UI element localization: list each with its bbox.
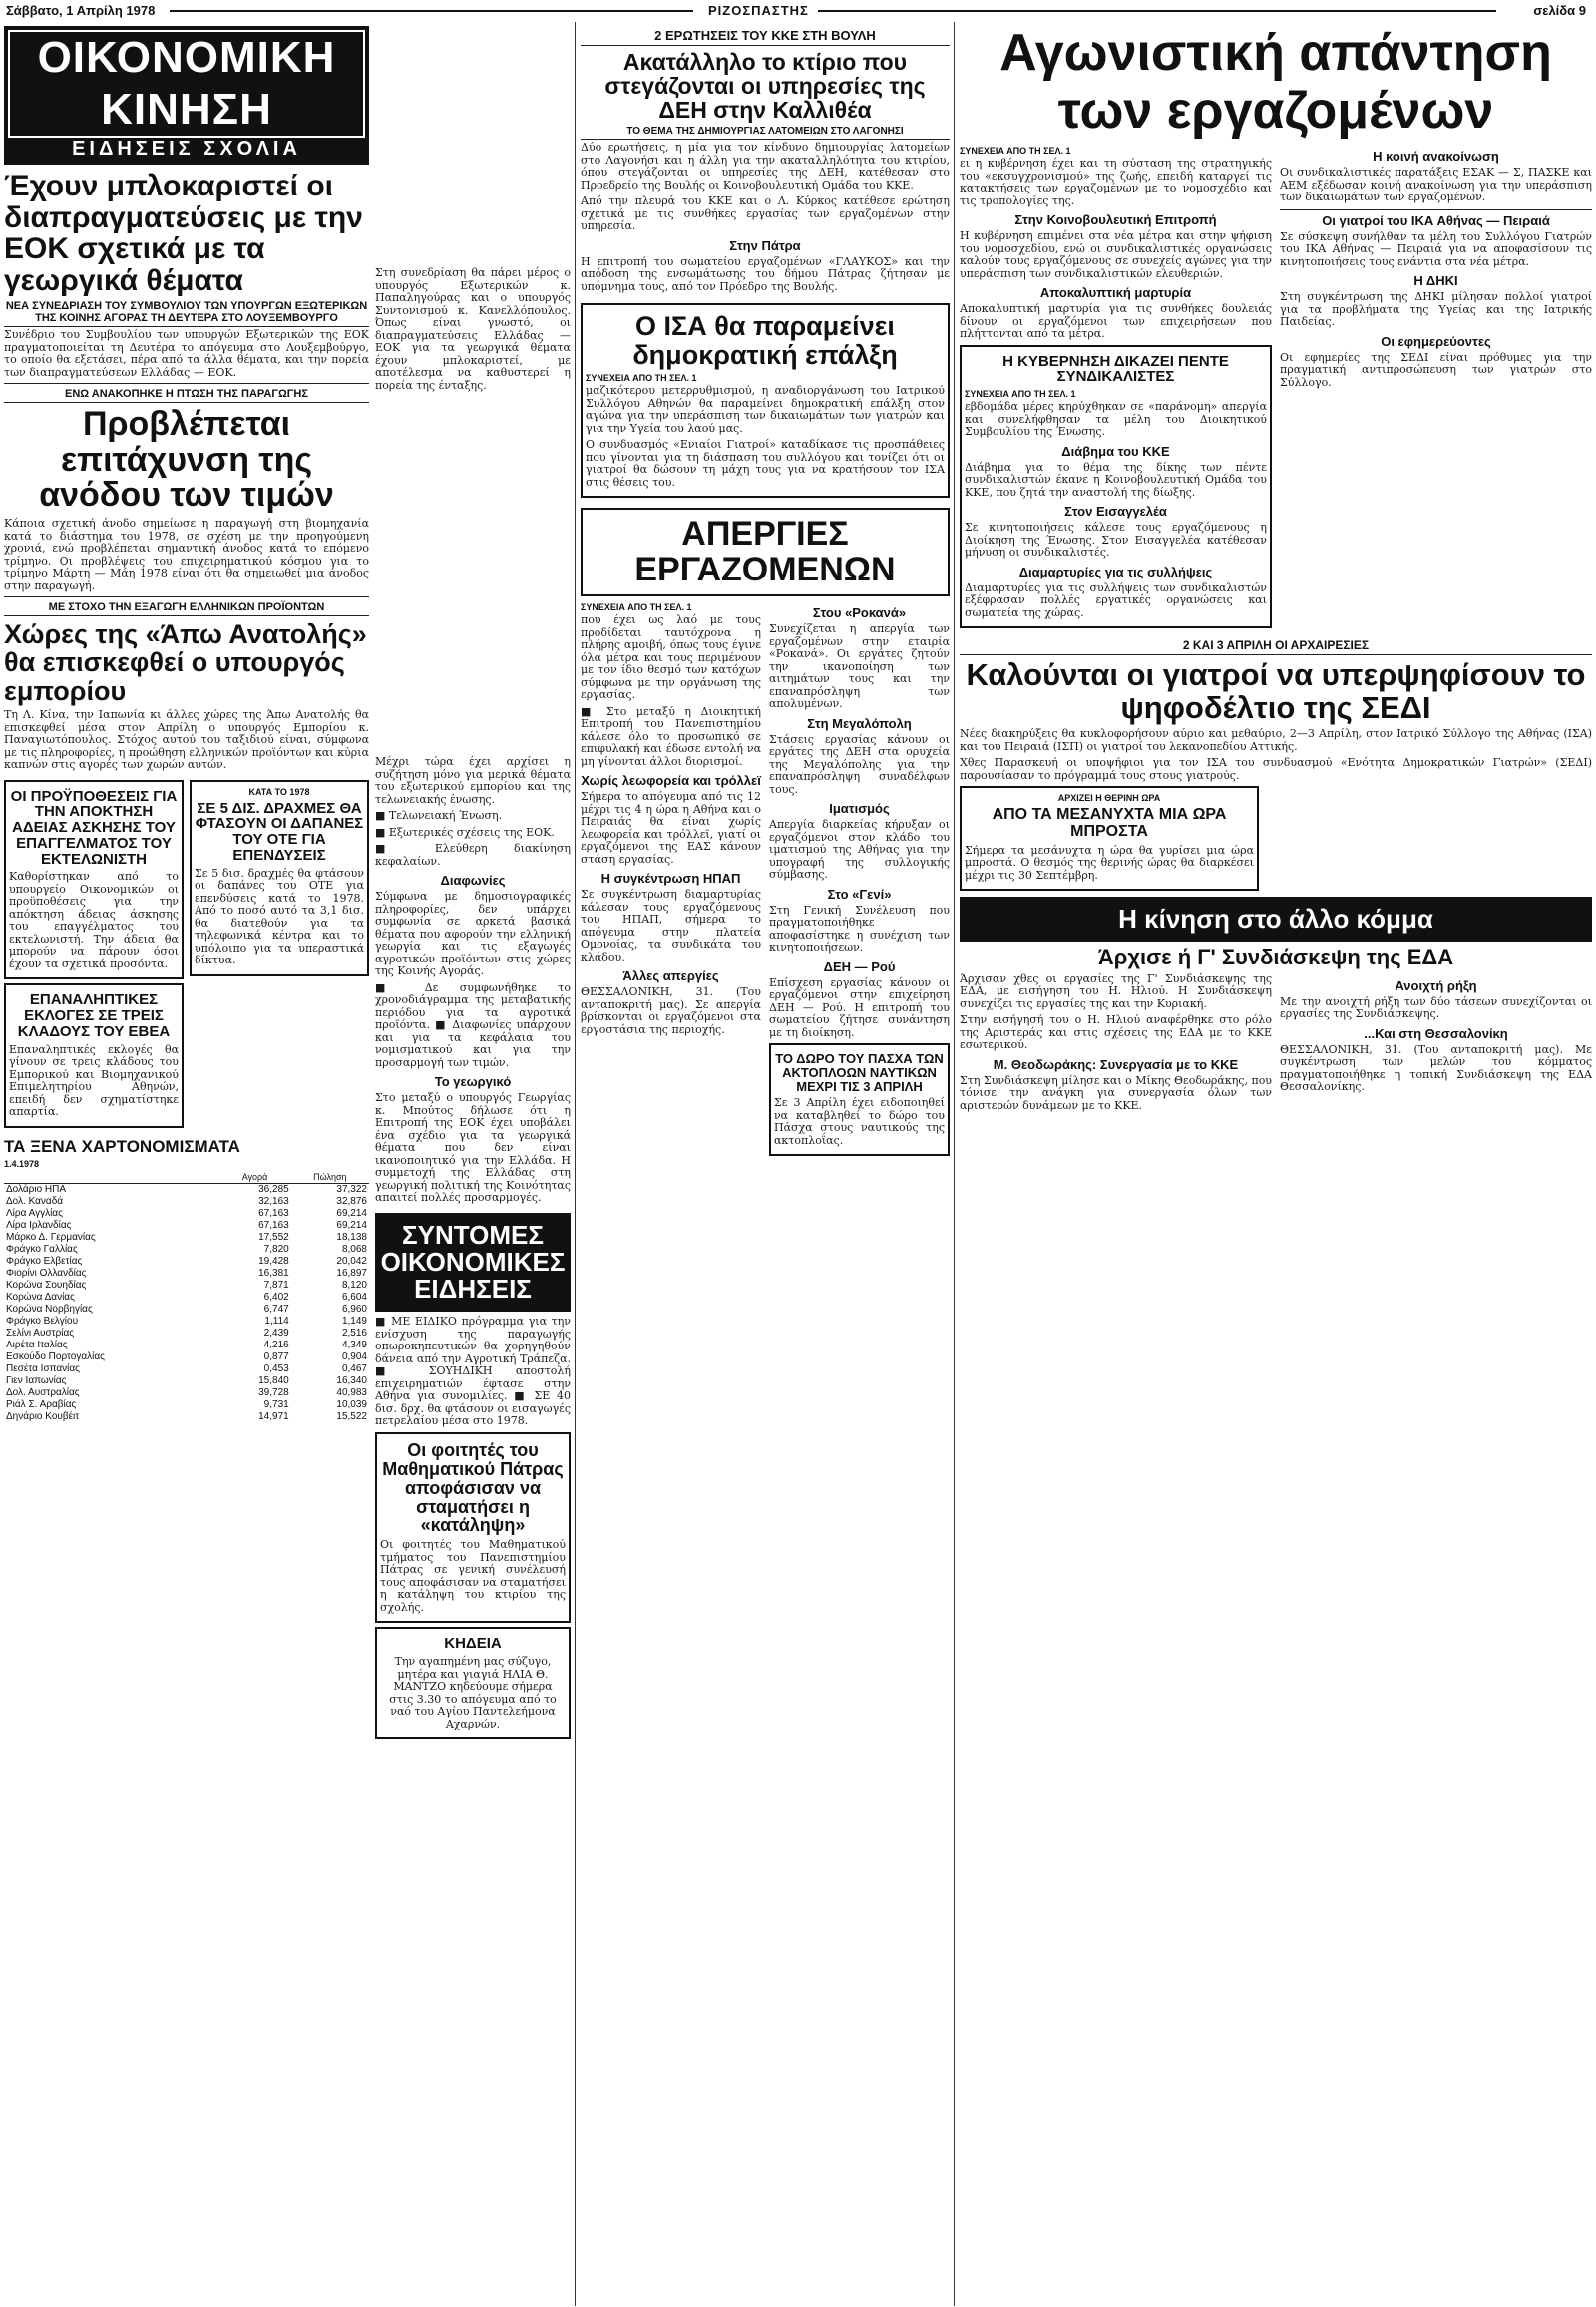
dei-kicker: ΤΟ ΘΕΜΑ ΤΗΣ ΔΗΜΙΟΥΡΓΙΑΣ ΛΑΤΟΜΕΙΩΝ ΣΤΟ ΛΑΓΟΝΗΣΙ (581, 126, 950, 140)
rokana-text: Συνεχίζεται η απεργία των εργαζομένων στην εταιρία «Ροκανά». Οι εργάτες ζητούν την ικανοποίηση των αιτημάτων τους και την επαναπρόσληψη των απολυμένων. (769, 622, 950, 711)
subhead-clothing: Ιματισμός (829, 801, 890, 817)
masthead-rule-left (170, 10, 693, 12)
other-party-title: Η κίνηση στο άλλο κόμμα (1118, 904, 1433, 935)
subhead-agriculture: Το γεωργικό (434, 1074, 512, 1089)
fx-buy: 7,871 (263, 1280, 289, 1292)
masthead-rule-right (818, 10, 1496, 12)
fx-currency: Δολάριο ΗΠΑ (6, 1184, 67, 1196)
testimony-text: Αποκαλυπτική μαρτυρία για τις συνθήκες δουλειάς δίνουν οι εργαζόμενοι των επιχειρήσεων που πλήττονται από τα μέτρα. (960, 302, 1272, 340)
ebea-text: Επαναληπτικές εκλογές θα γίνουν σε τρεις κλάδους του Εμπορικού και Βιομηχανικού Επιμελητηρίου Αθηνών, επειδή δεν σχηματίστηκε απαρτία. (9, 1042, 179, 1119)
fx-sell: 6,604 (341, 1292, 367, 1304)
protests-text: Διαμαρτυρίες για τις συλλήψεις των συνδικαλιστών εξέφρασαν πολλές εργατικές οργανώσεις και σωματεία της χώρας. (965, 580, 1267, 619)
trial-continuation: ΣΥΝΕΧΕΙΑ ΑΠΟ ΤΗ ΣΕΛ. 1 (965, 389, 1076, 399)
third-column (581, 24, 950, 1160)
fx-currency: Δηνάριο Κουβέιτ (6, 1411, 80, 1423)
fx-currency: Φιορίνι Ολλανδίας (6, 1268, 87, 1280)
lead-continuation: Στη συνεδρίαση θα πάρει μέρος ο υπουργός Εξωτερικών κ. Παπαληγούρας και ο υπουργός Συντονισμού κ. Κανελλόπουλος. Όπως είναι γνωστό, οι διαπραγματεύσεις Ελλάδας — ΕΟΚ για τα γεωργικά θέματα έχουν μπλοκαριστεί, με αποτέλεσμα να καθυστερεί η πορεία της ένταξης. (375, 266, 571, 392)
fourth-column (960, 24, 1592, 1116)
fx-header (4, 1171, 218, 1184)
ote-title: ΣΕ 5 ΔΙΣ. ΔΡΑΧΜΕΣ ΘΑ ΦΤΑΣΟΥΝ ΟΙ ΔΑΠΑΝΕΣ ΤΟΥ ΟΤΕ ΓΙΑ ΕΠΕΝΔΥΣΕΙΣ (195, 799, 364, 864)
fx-sell: 0,467 (341, 1363, 367, 1375)
funeral-box (375, 1627, 571, 1739)
short-news-banner (375, 1213, 571, 1313)
license-title: ΟΙ ΠΡΟΫΠΟΘΕΣΕΙΣ ΓΙΑ ΤΗΝ ΑΠΟΚΤΗΣΗ ΑΔΕΙΑΣ ΑΣΚΗΣΗΣ ΤΟΥ ΕΠΑΓΓΕΛΜΑΤΟΣ ΤΟΥ ΕΚΤΕΛΩΝΙΣΤΗ (10, 787, 178, 868)
fx-buy: 6,402 (263, 1292, 289, 1304)
masthead-date: Σάββατο, 1 Απρίλη 1978 (6, 3, 156, 18)
subhead-patra: Στην Πάτρα (729, 237, 801, 253)
export-kicker: ΜΕ ΣΤΟΧΟ ΤΗΝ ΕΞΑΓΩΓΗ ΕΛΛΗΝΙΚΩΝ ΠΡΟΪΟΝΤΩΝ (4, 601, 369, 616)
fx-row (4, 1208, 369, 1220)
fx-buy: 6,747 (263, 1304, 289, 1316)
fx-title: ΤΑ ΞΕΝΑ ΧΑΡΤΟΝΟΜΙΣΜΑΤΑ (4, 1136, 240, 1156)
differences-text: Σύμφωνα με δημοσιογραφικές πληροφορίες, δεν υπάρχει συμφωνία σε αρκετά βασικά θέματα που αφορούν την ελληνική γεωργία και τις εξαγωγές αγροτικών προϊόντων στις χώρες της Κοινής Αγοράς. (375, 890, 571, 977)
fx-sell: 32,876 (336, 1196, 367, 1208)
geni-text: Στη Γενική Συνέλευση που πραγματοποιήθηκε αποφασίστηκε η συνέχιση των κινητοποιήσεων. (769, 903, 950, 955)
fx-sell: 16,340 (336, 1375, 367, 1387)
easter-bonus-title: ΤΟ ΔΩΡΟ ΤΟΥ ΠΑΣΧΑ ΤΩΝ ΑΚΤΟΠΛΟΩΝ ΝΑΥΤΙΚΩΝ ΜΕΧΡΙ ΤΙΣ 3 ΑΠΡΙΛΗ (775, 1051, 944, 1094)
lead-continuation-2: Μέχρι τώρα έχει αρχίσει η συζήτηση μόνο για μερικά θέματα του εξωτερικού εμπορίου και της τελωνειακής ένωσης. (375, 755, 571, 806)
eda-col-a (960, 973, 1272, 1117)
fx-row (4, 1328, 369, 1340)
fx-sell: 2,516 (341, 1328, 367, 1340)
fx-header-row (4, 1171, 369, 1184)
eda-headline: Άρχισε ή Γ' Συνδιάσκεψη της ΕΔΑ (1097, 945, 1454, 970)
doctors-text: Νέες διακηρύξεις θα κυκλοφορήσουν αύριο και μεθαύριο, 2—3 Απρίλη, στον Ιατρικό Σύλλογο της Αθήνας (ΙΣΑ) και του Πειραιά (ΙΣΠ) οι γιατροί του λεκανοπεδίου Αττικής. (960, 727, 1592, 753)
megalopoli-text: Στάσεις εργασίας κάνουν οι εργάτες της ΔΕΗ στα ορυχεία της Μεγαλόπολης για την επαναπρόσληψη συναδέλφων τους. (769, 732, 950, 796)
strikes-text: που έχει ως λαό με τους προδίδεται ταυτόχρονα η πλήρης αμοιβή, όπως τους έγινε όλα μέτρα και τους περιμένουν με τον ίδιο θεσμό των κατόχων σύμφωνα με την οργάνωση της εργασίας. (581, 613, 761, 702)
fx-currency: Μάρκο Δ. Γερμανίας (6, 1232, 96, 1244)
on-call-text: Οι εφημερίες της ΣΕΔΙ είναι πρόθυμες για την πραγματική αντιπροσώπευση των γιατρών στο Σύλλογο. (1280, 350, 1592, 389)
summer-time-kicker: ΑΡΧΙΖΕΙ Η ΘΕΡΙΝΗ ΩΡΑ (1057, 793, 1161, 804)
boxes-right (190, 776, 369, 1132)
fx-row (4, 1232, 369, 1244)
fx-buy: 14,971 (258, 1411, 289, 1423)
isa-headline: Ο ΙΣΑ θα παραμείνει δημοκρατική επάλξη (632, 311, 898, 370)
subhead-buses: Χωρίς λεωφορεία και τρόλλεϊ (581, 773, 761, 789)
fx-currency: Γιεν Ιαπωνίας (6, 1375, 67, 1387)
fx-row (4, 1399, 369, 1411)
lead-headline: Έχουν μπλοκαριστεί οι διαπραγματεύσεις με την ΕΟΚ σχετικά με τα γεωργικά θέματα (4, 170, 363, 297)
eda-text-2: Στην εισήγησή του ο Η. Ηλιού αναφέρθηκε στο ρόλο της Αριστεράς και στις σχέσεις της ΕΔΑ με το ΚΚΕ εσωτερικού. (960, 1013, 1272, 1052)
subhead-committee: Στην Κοινοβουλευτική Επιτροπή (1014, 212, 1217, 227)
isa-box (581, 303, 950, 498)
trial-kicker: Η ΚΥΒΕΡΝΗΣΗ ΔΙΚΑΖΕΙ ΠΕΝΤΕ ΣΥΝΔΙΚΑΛΙΣΤΕΣ (1002, 352, 1229, 386)
divider (4, 596, 369, 597)
fx-sell: 69,214 (336, 1220, 367, 1232)
subhead-dhki: Η ΔΗΚΙ (1413, 273, 1458, 288)
big-text: ει η κυβέρνηση έχει και τη σύσταση της στρατηγικής του «εκσυγχρονισμού» της ζωής, επειδή καταργεί τις κατακτήσεις των εργαζομένων με το νομοσχέδιο και τις τροπολογίες της. (960, 157, 1272, 207)
subhead-theodorakis: Μ. Θεοδωράκης: Συνεργασία με το ΚΚΕ (993, 1056, 1239, 1072)
column-divider (954, 22, 955, 2306)
fx-row (4, 1351, 369, 1363)
lead-kicker: ΝΕΑ ΣΥΝΕΔΡΙΑΣΗ ΤΟΥ ΣΥΜΒΟΥΛΙΟΥ ΤΩΝ ΥΠΟΥΡΓΩΝ ΕΞΩΤΕΡΙΚΩΝ ΤΗΣ ΚΟΙΝΗΣ ΑΓΟΡΑΣ ΤΗ ΔΕΥΤΕΡΑ ΣΤΟ ΛΟΥΞΕΜΒΟΥΡΓΟ (4, 300, 369, 327)
fx-row (4, 1196, 369, 1208)
fx-date: 1.4.1978 (4, 1159, 40, 1170)
subhead-differences: Διαφωνίες (440, 873, 506, 888)
fx-buy: 0,877 (263, 1351, 289, 1363)
subhead-protests: Διαμαρτυρίες για τις συλλήψεις (1018, 564, 1213, 579)
easter-bonus-box (769, 1043, 950, 1156)
fx-sell: 10,039 (336, 1399, 367, 1411)
license-box (4, 780, 184, 980)
fx-sell: 8,068 (341, 1244, 367, 1256)
thessaloniki-text: ΘΕΣΣΑΛΟΝΙΚΗ, 31. (Του ανταποκριτή μας). Με συγκέντρωση των μελών του κόμματος πραγματοποιήθηκε η τοπική Συνδιάσκεψη της ΕΔΑ Θεσσαλονίκης. (1280, 1042, 1592, 1094)
lead-spacer (375, 267, 571, 756)
summer-time-box (960, 786, 1259, 891)
hpap-text: Σε συγκέντρωση διαμαρτυρίας κάλεσαν τους εργαζόμενους του ΗΠΑΠ, σήμερα το απόγευμα στην πλατεία Ομονοίας, τα συνδικάτα του κλάδου. (581, 888, 761, 963)
fx-buy: 16,381 (258, 1268, 289, 1280)
column-divider (575, 22, 576, 2306)
boxes-left (4, 776, 184, 1132)
section-title: ΟΙΚΟΝΟΜΙΚΗ ΚΙΝΗΣΗ (8, 30, 365, 138)
fx-row (4, 1316, 369, 1328)
fx-sell: 18,138 (336, 1232, 367, 1244)
fx-row (4, 1363, 369, 1375)
lead-paragraph: Συνέδριο του Συμβουλίου των υπουργών Εξωτερικών της ΕΟΚ πραγματοποιείται τη Δευτέρα το απόγευμα στο Λουξεμβούργο, το οποίο θα εξετάσει, πέρα από τα άλλα θέματα, και την πορεία των διαπραγματεύσεων Ελλάδας — ΕΟΚ. (4, 328, 369, 379)
strikes-continuation: ΣΥΝΕΧΕΙΑ ΑΠΟ ΤΗ ΣΕΛ. 1 (581, 602, 692, 613)
fx-sell: 40,983 (336, 1387, 367, 1399)
agriculture-text: Στο μεταξύ ο υπουργός Γεωργίας κ. Μπούτος δήλωσε ότι η Επιτροπή της ΕΟΚ έχει υποβάλει ένα σχέδιο για τα γεωργικά θέματα που δεν είναι ικανοποιητικό για την Ελλάδα. Η συμμετοχή της Ελλάδας στη γεωργική πολιτική της Κοινότητας απαιτεί πολλές προσαρμογές. (375, 1091, 571, 1204)
subhead-joint-statement: Η κοινή ανακοίνωση (1373, 149, 1499, 164)
fx-row (4, 1220, 369, 1232)
fx-row (4, 1387, 369, 1399)
questions-kicker: 2 ΕΡΩΤΗΣΕΙΣ ΤΟΥ ΚΚΕ ΣΤΗ ΒΟΥΛΗ (581, 28, 950, 46)
section-banner (4, 26, 369, 165)
fx-sell: 1,149 (341, 1316, 367, 1328)
fx-sell: 20,042 (336, 1256, 367, 1268)
doctors-kicker: 2 ΚΑΙ 3 ΑΠΡΙΛΗ ΟΙ ΑΡΧΑΙΡΕΣΙΕΣ (960, 638, 1592, 655)
kke-demarche-text: Διάβημα για το θέμα της δίκης των πέντε συνδικαλιστών έκανε η Κοινοβουλευτική Ομάδα του ΚΚΕ, που ζητά την αναστολή της δίωξης. (965, 460, 1267, 499)
fx-sell: 8,120 (341, 1280, 367, 1292)
buses-text: Σήμερα το απόγευμα από τις 12 μέχρι τις 4 η ώρα η Αθήνα και ο Πειραιάς θα είναι χωρίς λεωφορεία και τρόλλεϊ, γιατί οι εργαζόμενοι της ΕΑΣ κάνουν στάση εργασίας. (581, 790, 761, 866)
strikes-col-right (769, 600, 950, 1160)
subhead-prosecutor: Στον Εισαγγελέα (1064, 504, 1167, 519)
ote-kicker: ΚΑΤΑ ΤΟ 1978 (248, 786, 310, 797)
fx-currency: Δολ. Καναδά (6, 1196, 64, 1208)
ika-doctors-text: Σε σύσκεψη συνήλθαν τα μέλη του Συλλόγου Γιατρών του ΙΚΑ Αθήνας — Πειραιά για να αποφασίσουν τις κινητοποιήσεις τους ενάντια στα νέα μέτρα. (1280, 229, 1592, 268)
trial-box (960, 345, 1272, 629)
export-headline: Χώρες της «Άπω Ανατολής» θα επισκεφθεί ο υπουργός εμπορίου (4, 619, 367, 706)
big-headline: Αγωνιστική απάντηση των εργαζομένων (999, 24, 1552, 140)
divider (4, 383, 369, 384)
fx-currency: Φράγκο Βελγίου (6, 1316, 79, 1328)
isa-continuation: ΣΥΝΕΧΕΙΑ ΑΠΟ ΤΗ ΣΕΛ. 1 (586, 373, 697, 384)
fx-row (4, 1292, 369, 1304)
masthead-paper-name: ΡΙΖΟΣΠΑΣΤΗΣ (708, 3, 809, 18)
eda-text: Άρχισαν χθες οι εργασίες της Γ' Συνδιάσκεψης της ΕΔΑ, με εισήγηση του Η. Ηλιού. Η Συνδιάσκεψη συνεχίζει τις εργασίες της και την Κυριακή. (960, 971, 1272, 1010)
students-box (375, 1432, 571, 1623)
committee-text: Η κυβέρνηση επιμένει στα νέα μέτρα και στην ψήφιση του νομοσχεδίου, ενώ οι συνδικαλιστικές οργανώσεις καλούν τους εργαζόμενους σε συνεχείς αγώνες για την υπεράσπιση των συνδικαλιστικών ελευθεριών. (960, 229, 1272, 280)
subhead-geni: Στο «Γενί» (827, 886, 892, 902)
fx-buy: 0,453 (263, 1363, 289, 1375)
ika-doctors-title: Οι γιατροί του ΙΚΑ Αθήνας — Πειραιά (1280, 209, 1592, 228)
strikes-text-2: ■ Στο μεταξύ η Διοικητική Επιτροπή του Πανεπιστημίου κάλεσε όλο το προσωπικό σε επιφυλακή και έδωσε εντολή να μη γίνονται άλλοι διορισμοί. (581, 704, 761, 768)
joint-statement-text: Οι συνδικαλιστικές παρατάξεις ΕΣΑΚ — Σ, ΠΑΣΚΕ και ΑΕΜ εξέδωσαν κοινή ανακοίνωση για την υπεράσπιση των δικαιωμάτων των εργαζομένων. (1280, 166, 1592, 203)
bullet-1: ■ Τελωνειακή Ένωση. (375, 809, 503, 822)
subhead-hpap: Η συγκέντρωση ΗΠΑΠ (600, 871, 741, 887)
fx-buy: 7,820 (263, 1244, 289, 1256)
strikes-banner (581, 508, 950, 596)
fx-buy: 9,731 (263, 1399, 289, 1411)
fx-body (4, 1184, 369, 1424)
fx-buy: 17,552 (258, 1232, 289, 1244)
easter-bonus-text: Σε 3 Απρίλη έχει ειδοποιηθεί να καταβληθεί το δώρο του Πάσχα στους ναυτικούς της ακτοπλοΐας. (774, 1096, 945, 1147)
economic-section-column (4, 24, 369, 1423)
fx-currency: Πεσέτα Ισπανίας (6, 1363, 80, 1375)
fx-row (4, 1280, 369, 1292)
section-subtitle: ΕΙΔΗΣΕΙΣ ΣΧΟΛΙΑ (72, 138, 301, 160)
eda-columns (960, 973, 1592, 1117)
eda-col-b (1280, 973, 1592, 1117)
subhead-rokana: Στου «Ροκανά» (812, 605, 907, 621)
subhead-testimony: Αποκαλυπτική μαρτυρία (1039, 285, 1192, 300)
right-col-b (1280, 144, 1592, 632)
fx-sell: 69,214 (336, 1208, 367, 1220)
short-news-text: ■ ΜΕ ΕΙΔΙΚΟ πρόγραμμα για την ενίσχυση της παραγωγής οπωροκηπευτικών θα χορηγηθούν δάνεια από την Αγροτική Τράπεζα. ■ ΣΟΥΗΔΙΚΗ αποστολή επιχειρηματιών έφτασε στην Αθήνα για συνομιλίες. ■ ΣΕ 40 δισ. δρχ. θα φτάσουν οι εισαγωγές πετρελαίου μέσα στο 1978. (375, 1315, 571, 1428)
other-strikes-text: ΘΕΣΣΑΛΟΝΙΚΗ, 31. (Του ανταποκριτή μας). Σε απεργία βρίσκονται οι εργαζόμενοι στα εργοστάσια της περιοχής. (581, 985, 761, 1036)
fx-currency: Ριάλ Σ. Αραβίας (6, 1399, 77, 1411)
prices-kicker: ΕΝΩ ΑΝΑΚΟΠΗΚΕ Η ΠΤΩΣΗ ΤΗΣ ΠΑΡΑΓΩΓΗΣ (4, 388, 369, 403)
dei-text-2: Από την πλευρά του ΚΚΕ και ο Λ. Κύρκος κατέθεσε ερώτηση σχετικά με τις συνθήκες εργασίας των εργαζομένων στην υπηρεσία. (581, 194, 950, 233)
dei-headline: Ακατάλληλο το κτίριο που στεγάζονται οι υπηρεσίες της ΔΕΗ στην Καλλιθέα (604, 49, 926, 124)
fx-buy: 2,439 (263, 1328, 289, 1340)
summer-time-text: Σήμερα τα μεσάνυχτα η ώρα θα γυρίσει μια ώρα μπροστά. Ο θεσμός της θερινής ώρας θα διαρκέσει μέχρι τις 30 Σεπτέμβρη. (965, 843, 1254, 882)
clothing-text: Απεργία διαρκείας κήρυξαν οι εργαζόμενοι στον κλάδο του ιματισμού της Αθήνας για την υπογραφή της συλλογικής σύμβασης. (769, 818, 950, 882)
subhead-other-strikes: Άλλες απεργίες (622, 968, 719, 984)
fx-sell: 16,897 (336, 1268, 367, 1280)
fx-sell: 37,322 (336, 1184, 367, 1196)
other-party-banner (960, 897, 1592, 942)
ote-box (190, 780, 369, 976)
fx-currency: Κορώνα Δανίας (6, 1292, 75, 1304)
funeral-text: Την αγαπημένη μας σύζυγο, μητέρα και γιαγιά ΗΛΙΑ Θ. ΜΑΝΤΖΟ κηδεύουμε σήμερα στις 3.30 το απόγευμα από το ναό του Αγίου Παντελεήμονα Αχαρνών. (389, 1655, 557, 1730)
fx-buy: 32,163 (258, 1196, 289, 1208)
fx-currency: Λίρα Ιρλανδίας (6, 1220, 72, 1232)
subhead-kke-demarche: Διάβημα του ΚΚΕ (1061, 443, 1170, 459)
fx-sell: 15,522 (336, 1411, 367, 1423)
subhead-thessaloniki: ...Και στη Θεσσαλονίκη (1364, 1025, 1508, 1041)
license-text: Καθορίστηκαν από το υπουργείο Οικονομικών οι προϋποθέσεις για την απόκτηση άδειας άσκησης του επαγγέλματος του εκτελωνιστή. Την άδεια θα μπορούν να πάρουν όσοι έχουν τα σχετικά προσόντα. (9, 870, 179, 970)
right-col-a (960, 144, 1272, 632)
subhead-dei-rou: ΔΕΗ — Ρού (823, 959, 896, 974)
fx-buy: 39,728 (258, 1387, 289, 1399)
strikes-columns (581, 600, 950, 1160)
fx-currency: Λιρέτα Ιταλίας (6, 1340, 68, 1351)
fx-row (4, 1411, 369, 1423)
ebea-title: ΕΠΑΝΑΛΗΠΤΙΚΕΣ ΕΚΛΟΓΕΣ ΣΕ ΤΡΕΙΣ ΚΛΑΔΟΥΣ ΤΟΥ ΕΒΕΑ (17, 991, 171, 1040)
doctors-headline: Καλούνται οι γιατροί να υπερψηφίσουν το ψηφοδέλτιο της ΣΕΔΙ (966, 657, 1586, 725)
fx-buy: 1,114 (264, 1316, 289, 1328)
subhead-on-call: Οι εφημερεύοντες (1381, 333, 1491, 349)
fx-row (4, 1184, 369, 1197)
subhead-open-rift: Ανοιχτή ρήξη (1395, 977, 1477, 993)
fx-sell: 4,349 (341, 1340, 367, 1351)
fx-currency: Σελίνι Αυστρίας (6, 1328, 75, 1340)
fx-row (4, 1340, 369, 1351)
fx-table (4, 1171, 369, 1423)
fx-currency: Φράγκο Ελβετίας (6, 1256, 83, 1268)
differences-text-2: ■ Δε συμφωνήθηκε το χρονοδιάγραμμα της μεταβατικής περιόδου για τα αγροτικά προϊόντα. ■ Διαφωνίες υπάρχουν και για τα κεφάλαια του νομισματικού και για την προσαρμογή των τιμών. (375, 980, 571, 1069)
fx-buy: 19,428 (258, 1256, 289, 1268)
right-columns (960, 144, 1592, 632)
fx-row (4, 1268, 369, 1280)
theodorakis-text: Στη Συνδιάσκεψη μίλησε και ο Μίκης Θεοδωράκης, που τόνισε την ανάγκη για συνεργασία όλων των αριστερών δυνάμεων με το ΚΚΕ. (960, 1073, 1272, 1112)
fx-row (4, 1244, 369, 1256)
dhki-text: Στη συγκέντρωση της ΔΗΚΙ μίλησαν πολλοί γιατροί για τα προβλήματα της Υγείας και της Ιατρικής Παιδείας. (1280, 290, 1592, 328)
fx-currency: Φράγκο Γαλλίας (6, 1244, 78, 1256)
fx-currency: Δολ. Αυστραλίας (6, 1387, 80, 1399)
fx-buy: 15,840 (258, 1375, 289, 1387)
short-news-title: ΣΥΝΤΟΜΕΣ ΟΙΚΟΝΟΜΙΚΕΣ ΕΙΔΗΣΕΙΣ (380, 1219, 566, 1305)
second-column (375, 24, 571, 1743)
fx-row (4, 1256, 369, 1268)
ebea-box (4, 983, 184, 1127)
bullet-3: ■ Ελεύθερη διακίνηση κεφαλαίων. (375, 842, 571, 868)
trial-text: εβδομάδα μέρες κηρύχθηκαν σε «παράνομη» απεργία και συνελήφθησαν τα μέλη του Διοικητικού Συμβουλίου της Ένωσης. (965, 400, 1267, 438)
ote-text: Σε 5 δισ. δραχμές θα φτάσουν οι δαπάνες του ΟΤΕ για επενδύσεις κατά το 1978. Από το ποσό αυτό τα 3,1 δισ. θα διατεθούν για τα τηλεφωνικά κέντρα και το υπόλοιπο για τα υπεραστικά δίκτυα. (195, 866, 364, 967)
masthead (0, 0, 1596, 22)
boxes-row (4, 776, 369, 1132)
prices-paragraph: Κάποια σχετική άνοδο σημείωσε η παραγωγή στη βιομηχανία κατά το διάστημα του 1978, σε σχέση με την προηγούμενη χρονιά, ενώ προβλέπεται σημαντική άνοδος κατά το επόμενο τρίμηνο. Οι προβλέψεις του επιχειρηματικού κόσμου για το τρίμηνο Μάρτη — Μάη 1978 είναι ότι θα σημειωθεί μια άνοδος στην παραγωγή. (4, 517, 369, 592)
subhead-megalopoli: Στη Μεγαλόπολη (807, 715, 912, 731)
strikes-col-left (581, 600, 761, 1160)
fx-header: Αγορά (218, 1171, 290, 1184)
fx-row (4, 1304, 369, 1316)
fx-currency: Εσκούδο Πορτογαλίας (6, 1351, 105, 1363)
students-text: Οι φοιτητές του Μαθηματικού τμήματος του Πανεπιστημίου Πάτρας σε γενική συνέλευσή τους αποφάσισαν να σταματήσει η κατάληψη του κτιρίου της σχολής. (380, 1538, 566, 1614)
fx-buy: 67,163 (258, 1220, 289, 1232)
fx-currency: Λίρα Αγγλίας (6, 1208, 63, 1220)
fx-buy: 4,216 (263, 1340, 289, 1351)
patra-text: Η επιτροπή του σωματείου εργαζομένων «ΓΛΑΥΚΟΣ» και την απόδοση της ενσωμάτωσης του δήμου Πάτρας ζήτησαν με υπόμνημα τους, από τον Πρόεδρο της Βουλής. (581, 254, 950, 293)
fx-sell: 0,904 (341, 1351, 367, 1363)
dei-text: Δύο ερωτήσεις, η μία για τον κίνδυνο δημιουργίας λατομείων στο Λαγονήσι και η άλλη για την ακαταλληλότητα του κτιρίου, όπου στεγάζονται οι υπηρεσίες της ΔΕΗ, κατέθεσαν στο Προεδρείο της Βουλής οι Κοινοβουλευτική Ομάδα του ΚΚΕ. (581, 141, 950, 192)
fx-row (4, 1375, 369, 1387)
fx-buy: 67,163 (258, 1208, 289, 1220)
fx-buy: 36,285 (258, 1184, 289, 1196)
isa-text-2: Ο συνδυασμός «Ενιαίοι Γιατροί» καταδίκασε τις προσπάθειες που γίνονται για τη διάσπαση του συλλόγου και τονίζει ότι οι γιατροί θα δώσουν τη μάχη τους για να κρατήσουν τον ΙΣΑ στις θέσεις του. (586, 438, 945, 489)
open-rift-text: Με την ανοιχτή ρήξη των δύο τάσεων συνεχίζονται οι εργασίες της Συνδιάσκεψης. (1280, 994, 1592, 1021)
funeral-title: ΚΗΔΕΙΑ (444, 1635, 502, 1653)
summer-time-title: ΑΠΟ ΤΑ ΜΕΣΑΝΥΧΤΑ ΜΙΑ ΩΡΑ ΜΠΡΟΣΤΑ (992, 806, 1227, 840)
export-paragraph: Τη Λ. Κίνα, την Ιαπωνία κι άλλες χώρες της Άπω Ανατολής θα επισκεφθεί μέσα στον Απρίλη ο υπουργός Εμπορίου κ. Παναγιωτόπουλος. Στόχος αυτού του ταξιδιού είναι, σύμφωνα με τις πληροφορίες, η προώθηση ελληνικών προϊόντων και κύρια καπνών στις αγορές των χωρών αυτών. (4, 708, 369, 772)
big-continuation: ΣΥΝΕΧΕΙΑ ΑΠΟ ΤΗ ΣΕΛ. 1 (960, 146, 1071, 156)
prosecutor-text: Σε κινητοποιήσεις κάλεσε τους εργαζόμενους η Διοίκηση της Ένωσης. Στον Εισαγγελέα κατέθεσαν μήνυση οι συνδικαλιστές. (965, 521, 1267, 559)
strikes-headline: ΑΠΕΡΓΙΕΣ ΕΡΓΑΖΟΜΕΝΩΝ (634, 515, 896, 588)
bullet-2: ■ Εξωτερικές σχέσεις της ΕΟΚ. (375, 825, 555, 839)
masthead-page-number: σελίδα 9 (1533, 3, 1586, 18)
dei-rou-text: Επίσχεση εργασίας κάνουν οι εργαζόμενοι στην επιχείρηση ΔΕΗ — Ρού. Η επιτροπή του σωματείου ζήτησε συνάντηση με τη διοίκηση. (769, 975, 950, 1039)
fx-header: Πώληση (291, 1171, 369, 1184)
fx-currency: Κορώνα Νορβηγίας (6, 1304, 93, 1316)
students-headline: Οι φοιτητές του Μαθηματικού Πάτρας αποφάσισαν να σταματήσει η «κατάληψη» (382, 1439, 564, 1536)
fx-sell: 6,960 (341, 1304, 367, 1316)
prices-headline: Προβλέπεται επιτάχυνση της ανόδου των τιμών (39, 405, 334, 515)
isa-text: μαζικότερου μετερρυθμισμού, η αναδιοργάνωση του Ιατρικού Συλλόγου Αθηνών θα παραμείνει δημοκρατική επάλξη στον αγώνα για την υπεράσπιση των δικαιωμάτων των γιατρών και για την Υγεία του λαού μας. (586, 384, 945, 435)
fx-currency: Κορώνα Σουηδίας (6, 1280, 87, 1292)
doctors-text-2: Χθες Παρασκευή οι υποψήφιοι για τον ΙΣΑ του συνδυασμού «Ενότητα Δημοκρατικών Γιατρών» (ΣΕΔΙ) παρουσίασαν το πρόγραμμά τους στους γιατρούς. (960, 756, 1592, 782)
